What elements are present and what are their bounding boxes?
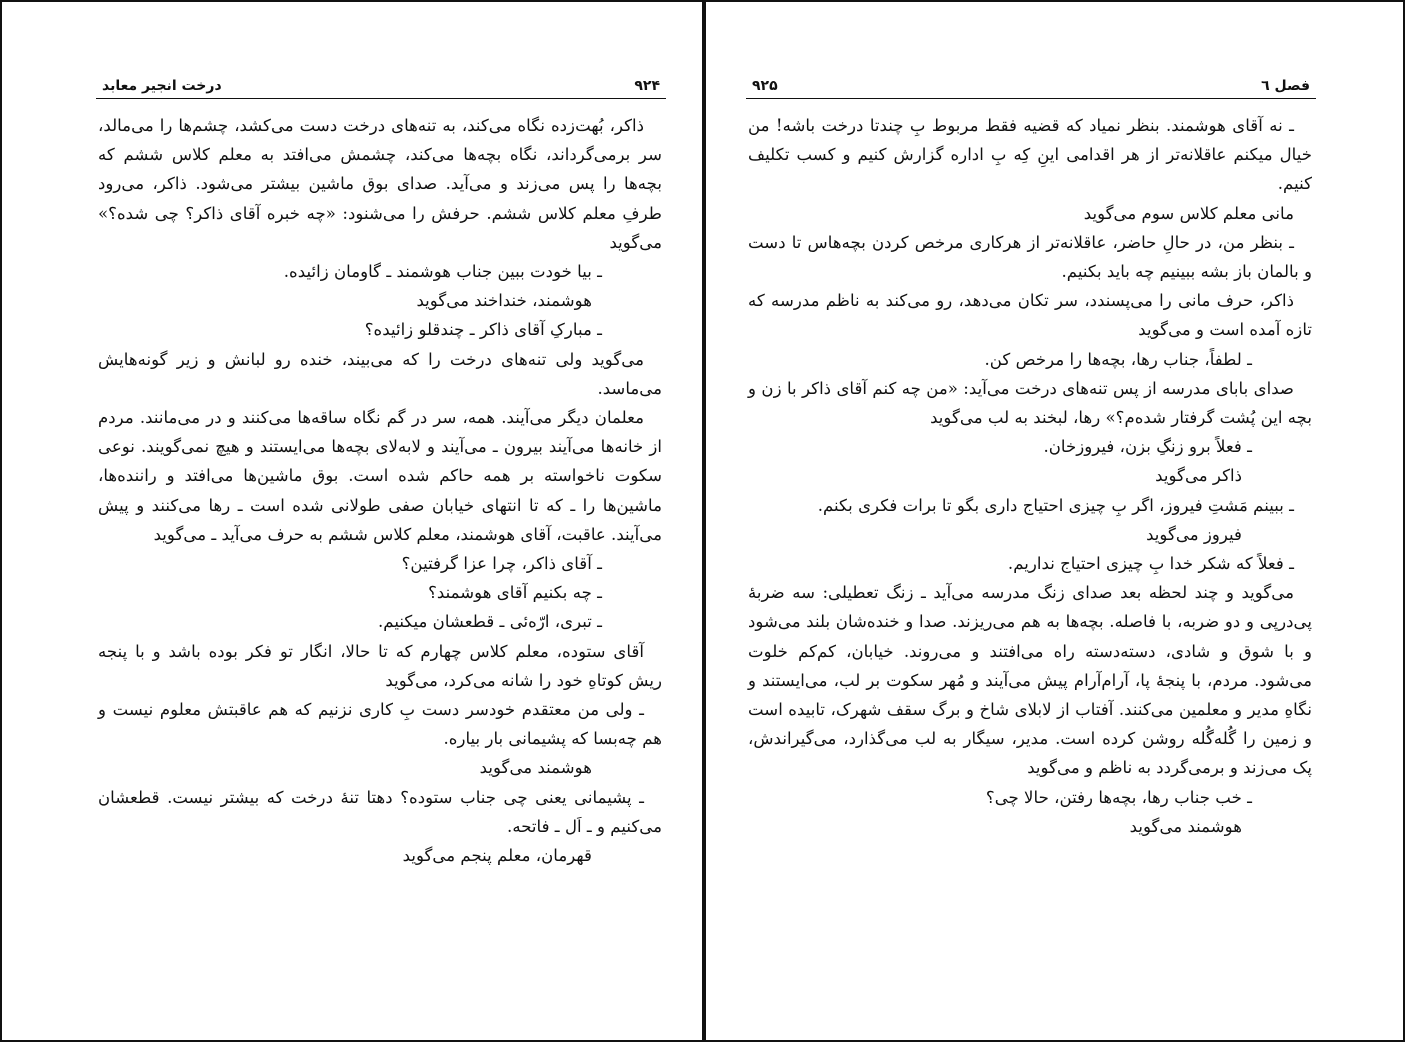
dialogue-line: ـ پشیمانی یعنی چی جناب ستوده؟ دهتا تنهٔ درخت که بیشتر نیست. قطعشان می‌کنیم و ـ اَل ـ فاتحه. (98, 787, 662, 836)
dialogue-line: ـ ولی من معتقدم خودسر دست بِ کاری نزنیم که هم عاقبتش معلوم نیست و هم چه‌بسا که پشیمانی بار بیاره. (98, 700, 662, 749)
paragraph: می‌گوید و چند لحظه بعد صدای زنگ مدرسه می‌آید ـ زنگ تعطیلی: سه ضربهٔ پی‌درپی و دو ضربه، با فاصله. بچه‌ها به هم می‌ریزند. صدا و خنده‌شان بلند می‌شود و با شوق و شادی، دسته‌دسته راه می‌افتند و می‌روند. خیابان، کم‌کم خلوت می‌شود. مردم، با پنجهٔ پا، آرام‌آرام پیش می‌آیند و مُهر سکوت بر لب، می‌ایستند و نگاهِ مدیر و معلمین می‌کنند. آفتاب از لابلای شاخ و برگ سقف شهرک، تابیده است و زمین را گُله‌گُله روشن کرده است. مدیر، سیگار به لب می‌گذارد، می‌گیراندش، پک می‌زند و برمی‌گردد به ناظم و می‌گوید (748, 583, 1312, 778)
speaker-tag: هوشمند، خنداخند می‌گوید (416, 291, 592, 311)
dialogue-line: ـ بیا خودت ببین جناب هوشمند ـ گاومان زائیده. (283, 262, 602, 282)
dialogue-line: ـ نه آقای هوشمند. بنظر نمیاد که قضیه فقط مربوط بِ چندتا درخت باشه! من خیال میکنم عاقلانه‌تر از هر اقدامی اینِ کِه بِ اداره گزارش کنیم و کسب تکلیف کنیم. (748, 116, 1312, 194)
dialogue-line: ـ آقای ذاکر، چرا عزا گرفتین؟ (401, 554, 602, 574)
speaker-tag: قهرمان، معلم پنجم می‌گوید (402, 846, 592, 866)
speaker-tag: هوشمند می‌گوید (1129, 816, 1242, 836)
dialogue-line: ـ ببینم مَشتِ فیروز، اگر بِ چیزی احتیاج داری بگو تا برات فکری بکنم. (817, 495, 1294, 515)
page-gutter (702, 2, 706, 1040)
left-body-text (96, 111, 666, 870)
paragraph: آقای ستوده، معلم کلاس چهارم که تا حالا، انگار تو فکر بوده باشد و با پنجه ریش کوتاهِ خود را شانه می‌کرد، می‌گوید (98, 641, 662, 690)
speaker-tag: مانی معلم کلاس سوم می‌گوید (1083, 203, 1294, 223)
left-running-head-title: درخت انجیر معابد (102, 78, 222, 94)
right-header-rule (746, 98, 1316, 99)
right-page (746, 72, 1316, 972)
dialogue-line: ـ فعلاً برو زنگِ بزن، فیروزخان. (1043, 437, 1252, 457)
speaker-tag: ذاکر می‌گوید (1155, 466, 1242, 486)
right-page-number: ۹۲۵ (752, 78, 778, 94)
right-body-text (746, 111, 1316, 841)
paragraph: معلمان دیگر می‌آیند. همه، سر در گم نگاه ساقه‌ها می‌کنند و در می‌مانند. مردم از خانه‌ها می‌آیند بیرون ـ می‌آیند و لابه‌لای بچه‌ها می‌ایستند و هیچ نمی‌گویند. نوعی سکوت ناخواسته بر همه حاکم شده است. بوق ماشین‌ها می‌افتد و راننده‌ها، ماشین‌ها را ـ که تا انتهای خیابان صفی طولانی شده است ـ رها می‌کنند و پیش می‌آیند. عاقبت، آقای هوشمند، معلم کلاس ششم به حرف می‌آید ـ می‌گوید (98, 408, 662, 544)
speaker-tag: فیروز می‌گوید (1146, 524, 1242, 544)
dialogue-line: ـ خب جناب رها، بچه‌ها رفتن، حالا چی؟ (985, 787, 1252, 807)
paragraph: ذاکر، حرف مانی را می‌پسندد، سر تکان می‌دهد، رو می‌کند به ناظم مدرسه که تازه آمده است و می‌گوید (748, 291, 1312, 340)
left-page (96, 72, 666, 972)
paragraph: ذاکر، بُهت‌زده نگاه می‌کند، به تنه‌های درخت دست می‌کشد، چشم‌ها را می‌مالد، سر برمی‌گرداند، نگاه بچه‌ها می‌کند، چشمش می‌افتد به معلم کلاس ششم که بچه‌ها را پس می‌زند و می‌آید. صدای بوق ماشین بیشتر می‌شود. ذاکر، می‌رود طرفِ معلم کلاس ششم. حرفش را می‌شنود: «چه خبره آقای ذاکر؟ چی شده؟» می‌گوید (98, 116, 662, 252)
dialogue-line: ـ مبارکِ آقای ذاکر ـ چندقلو زائیده؟ (364, 320, 602, 340)
dialogue-line: ـ لطفاً، جناب رها، بچه‌ها را مرخص کن. (984, 349, 1252, 369)
dialogue-line: ـ تبری، ارّه‌ئی ـ قطعشان میکنیم. (378, 612, 602, 632)
left-page-number: ۹۲۴ (634, 78, 660, 94)
left-header-rule (96, 98, 666, 99)
paragraph: صدای بابای مدرسه از پس تنه‌های درخت می‌آید: «من چه کنم آقای ذاکر با زن و بچه این پُشت گرفتار شده‌م؟» رها، لبخند به لب می‌گوید (748, 378, 1312, 428)
dialogue-line: ـ چه بکنیم آقای هوشمند؟ (428, 583, 602, 603)
speaker-tag: هوشمند می‌گوید (479, 758, 592, 778)
paragraph: می‌گوید ولی تنه‌های درخت را که می‌بیند، خنده رو لبانش و زیر گونه‌هایش می‌ماسد. (98, 349, 662, 398)
left-running-head (96, 72, 666, 96)
dialogue-line: ـ بنظر من، در حالِ حاضر، عاقلانه‌تر از هرکاری مرخص کردن بچه‌هاس تا دست و بالمان باز بشه ببینیم چه باید بکنیم. (748, 232, 1312, 282)
dialogue-line: ـ فعلاً که شکر خدا بِ چیزی احتیاج نداریم. (1007, 554, 1294, 574)
right-running-head-title: فصل ٦ (1261, 78, 1310, 94)
right-running-head (746, 72, 1316, 96)
